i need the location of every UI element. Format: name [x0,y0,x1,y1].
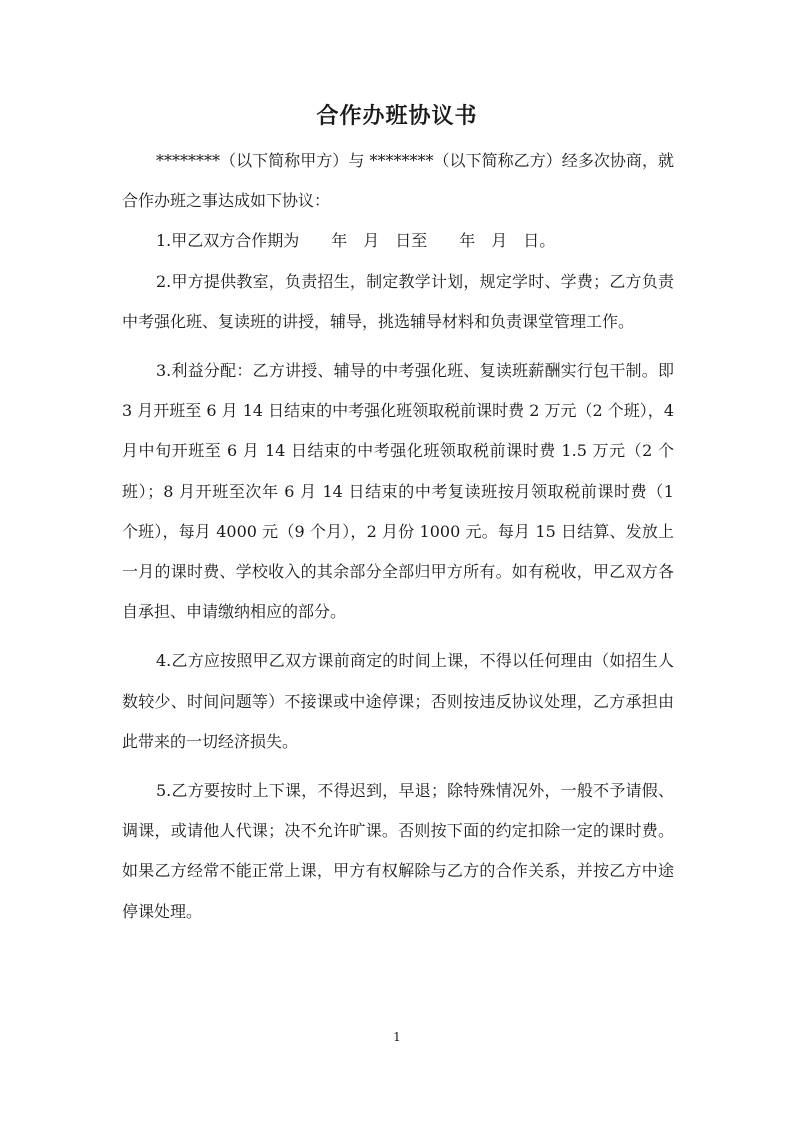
page-number: 1 [393,1030,401,1044]
clause-1: 1.甲乙双方合作期为 年 月 日至 年 月 日。 [156,231,556,251]
clause-4: 4.乙方应按照甲乙双方课前商定的时间上课，不得以任何理由（如招生人数较少、时间问题等）不接课或中途停课；否则按违反协议处理，乙方承担由此带来的一切经济损失。 [122,651,674,751]
document-title: 合作办班协议书 [316,103,478,129]
clause-2: 2.甲方提供教室，负责招生，制定教学计划，规定学时、学费；乙方负责中考强化班、复读班的讲授，辅导，挑选辅导材料和负责课堂管理工作。 [122,271,674,331]
document-body [122,141,674,932]
clause-3: 3.利益分配：乙方讲授、辅导的中考强化班、复读班薪酬实行包干制。即 3 月开班至 6 月 14 日结束的中考强化班领取税前课时费 2 万元（2 个班），4 月中旬开班至 6 月 14 日结束的中考强化班领取税前课时费 1.5 万元（2 个班）；8 月开班至次年 6 月 14 日结束的中考复读班按月领取税前课时费（1 个班），每月 4000 元（9 个月），2 月份 1000 元。每月 15 日结算、发放上一月的课时费、学校收入的其余部分全部归甲方所有。如有税收，甲乙双方各自承担、申请缴纳相应的部分。 [122,361,674,622]
preamble-paragraph: ********（以下简称甲方）与 ********（以下简称乙方）经多次协商，就合作办班之事达成如下协议： [122,151,674,211]
clause-5: 5.乙方要按时上下课，不得迟到，早退；除特殊情况外，一般不予请假、调课，或请他人代课；决不允许旷课。否则按下面的约定扣除一定的课时费。如果乙方经常不能正常上课，甲方有权解除与乙方的合作关系，并按乙方中途停课处理。 [122,781,674,921]
